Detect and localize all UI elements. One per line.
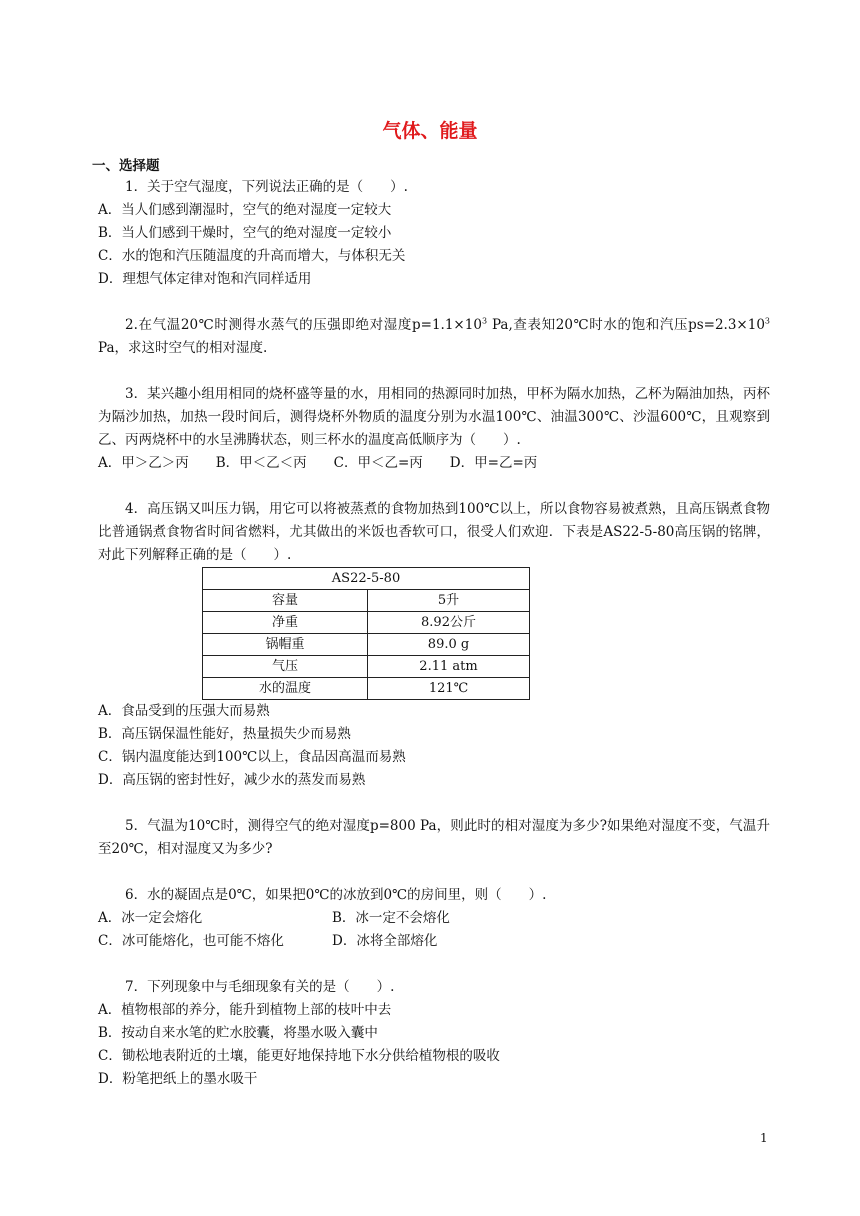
page-number: 1	[760, 1131, 768, 1145]
question-3-stem: 3．某兴趣小组用相同的烧杯盛等量的水，用相同的热源同时加热，甲杯为隔水加热，乙杯为隔油加热，丙杯为隔沙加热，加热一段时间后，测得烧杯外物质的温度分别为水温100℃、油温300℃、沙温600℃，且观察到乙、丙两烧杯中的水呈沸腾状态，则三杯水的温度高低顺序为（ ）.	[98, 386, 770, 448]
question-6-option-c: C．冰可能熔化，也可能不熔化	[98, 933, 284, 949]
question-7-option-d: D．粉笔把纸上的墨水吸干	[98, 1071, 258, 1087]
question-2-text-1: 2.在气温20℃时测得水蒸气的压强即绝对湿度p=1.1×10	[125, 317, 482, 333]
question-3	[98, 383, 770, 475]
table-cell-key: 锅帽重	[203, 634, 368, 656]
question-1-option-c: C．水的饱和汽压随温度的升高而增大，与体积无关	[98, 248, 406, 264]
question-1-stem: 1．关于空气湿度，下列说法正确的是（ ）.	[125, 179, 408, 195]
table-cell-value: 89.0 g	[368, 634, 530, 656]
question-2-stem	[98, 314, 770, 360]
question-1-option-d: D．理想气体定律对饱和汽同样适用	[98, 271, 312, 287]
question-6-option-a: A．冰一定会熔化	[98, 910, 203, 926]
section-heading: 一、选择题	[92, 158, 160, 174]
question-2-text-3: Pa，求这时空气的相对湿度.	[98, 340, 268, 356]
table-row	[203, 656, 530, 678]
question-list	[98, 176, 770, 1091]
table-cell-key: 水的温度	[203, 678, 368, 700]
question-7-option-b: B．按动自来水笔的贮水胶囊，将墨水吸入囊中	[98, 1025, 378, 1041]
page-title: 气体、能量	[382, 120, 478, 142]
question-7-stem: 7．下列现象中与毛细现象有关的是（ ）.	[125, 979, 395, 995]
question-1-option-a: A．当人们感到潮湿时，空气的绝对湿度一定较大	[98, 202, 392, 218]
question-4-option-b: B．高压锅保温性能好，热量损失少而易熟	[98, 726, 351, 742]
question-7-option-c: C．锄松地表附近的土壤，能更好地保持地下水分供给植物根的吸收	[98, 1048, 500, 1064]
table-header-row	[203, 568, 530, 590]
table-row	[203, 590, 530, 612]
question-5	[98, 815, 770, 861]
question-2	[98, 314, 770, 360]
question-6-option-d: D．冰将全部熔化	[332, 933, 438, 949]
question-4-option-d: D．高压锅的密封性好，减少水的蒸发而易熟	[98, 772, 366, 788]
question-4-stem: 4．高压锅又叫压力锅，用它可以将被蒸煮的食物加热到100℃以上，所以食物容易被煮熟，且高压锅煮食物比普通锅煮食物省时间省燃料，尤其做出的米饭也香软可口，很受人们欢迎．下表是AS22-5-80高压锅的铭牌，对此下列解释正确的是（ ）.	[98, 501, 770, 563]
table-header: AS22-5-80	[203, 568, 530, 590]
question-2-exponent-2: 3	[764, 316, 771, 326]
question-4-option-c: C．锅内温度能达到100℃以上，食品因高温而易熟	[98, 749, 406, 765]
question-4-option-a: A．食品受到的压强大而易熟	[98, 703, 270, 719]
table-cell-value: 8.92公斤	[368, 612, 530, 634]
table-row	[203, 612, 530, 634]
table-row	[203, 678, 530, 700]
table-row	[203, 634, 530, 656]
table-cell-value: 5升	[368, 590, 530, 612]
question-6-options-row-2	[98, 930, 770, 953]
question-3-options: A．甲＞乙＞丙 B．甲＜乙＜丙 C．甲＜乙=丙 D．甲=乙=丙	[98, 455, 538, 471]
question-2-text-2: Pa,查表知20℃时水的饱和汽压ps=2.3×10	[487, 317, 765, 333]
table-cell-value: 121℃	[368, 678, 530, 700]
question-6-option-b: B．冰一定不会熔化	[332, 910, 450, 926]
table-cell-key: 净重	[203, 612, 368, 634]
table-cell-key: 容量	[203, 590, 368, 612]
question-7	[98, 976, 770, 1091]
question-6-options-row-1	[98, 907, 770, 930]
question-6-stem: 6．水的凝固点是0℃，如果把0℃的冰放到0℃的房间里，则（ ）.	[125, 887, 547, 903]
nameplate-table	[202, 567, 530, 700]
question-6	[98, 884, 770, 953]
table-cell-value: 2.11 atm	[368, 656, 530, 678]
question-5-stem: 5．气温为10℃时，测得空气的绝对湿度p=800 Pa，则此时的相对湿度为多少?如果绝对湿度不变，气温升至20℃，相对湿度又为多少?	[98, 818, 770, 857]
question-7-option-a: A．植物根部的养分，能升到植物上部的枝叶中去	[98, 1002, 392, 1018]
table-cell-key: 气压	[203, 656, 368, 678]
question-2-exponent-1: 3	[481, 316, 488, 326]
question-1	[98, 176, 770, 291]
question-4	[98, 498, 770, 792]
question-1-option-b: B．当人们感到干燥时，空气的绝对湿度一定较小	[98, 225, 392, 241]
